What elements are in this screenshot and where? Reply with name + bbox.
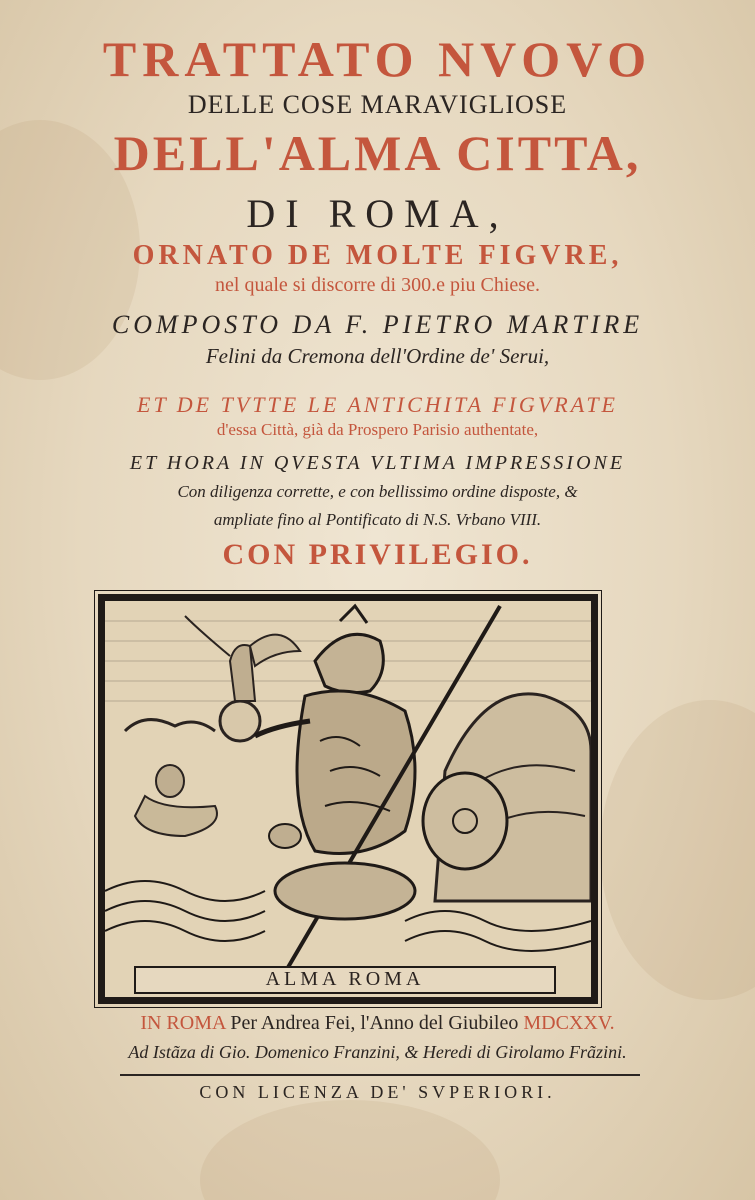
title-line-3: DELL'ALMA CITTA, [113, 125, 642, 181]
title-line-4: DI ROMA, [246, 191, 509, 236]
divider-rule [120, 1074, 640, 1076]
author-line-2: Felini da Cremona dell'Ordine de' Serui, [205, 344, 550, 368]
woodcut-caption: ALMA ROMA [265, 968, 425, 990]
imprint-place: IN ROMA [140, 1012, 226, 1034]
license-line: CON LICENZA DE' SVPERIORI. [199, 1082, 556, 1102]
imprint-year: MDCXXV. [523, 1012, 615, 1034]
title-line-2: DELLE COSE MARAVIGLIOSE [187, 90, 568, 119]
antiquities-line-2: d'essa Città, già da Prospero Parisio authentate, [216, 420, 539, 439]
author-line-1: COMPOSTO DA F. PIETRO MARTIRE [111, 310, 644, 339]
roma-figure-woodcut-icon [105, 601, 591, 997]
title-line-1: TRATTATO NVOVO [102, 31, 653, 87]
impression-line-1: ET HORA IN QVESTA VLTIMA IMPRESSIONE [129, 452, 626, 474]
title-line-6: nel quale si discorre di 300.e piu Chiese. [215, 274, 540, 296]
impression-line-2: Con diligenza corrette, e con bellissimo ordine disposte, & [177, 482, 578, 501]
impression-line-3: ampliate fino al Pontificato di N.S. Vrbano VIII. [213, 510, 542, 529]
title-line-5: ORNATO DE MOLTE FIGVRE, [132, 240, 623, 271]
woodcut-illustration [98, 594, 598, 1004]
paper-stain [200, 1100, 500, 1200]
paper-stain [600, 700, 755, 1000]
privilege-line: CON PRIVILEGIO. [222, 538, 533, 571]
antiquities-line-1: ET DE TVTTE LE ANTICHITA FIGVRATE [137, 392, 618, 417]
imprint-printer: Per Andrea Fei, l'Anno del Giubileo [230, 1012, 519, 1034]
imprint-line-2: Ad Istãza di Gio. Domenico Franzini, & Heredi di Girolamo Frãzini. [128, 1042, 627, 1062]
imprint-line-1 [0, 1012, 755, 1035]
